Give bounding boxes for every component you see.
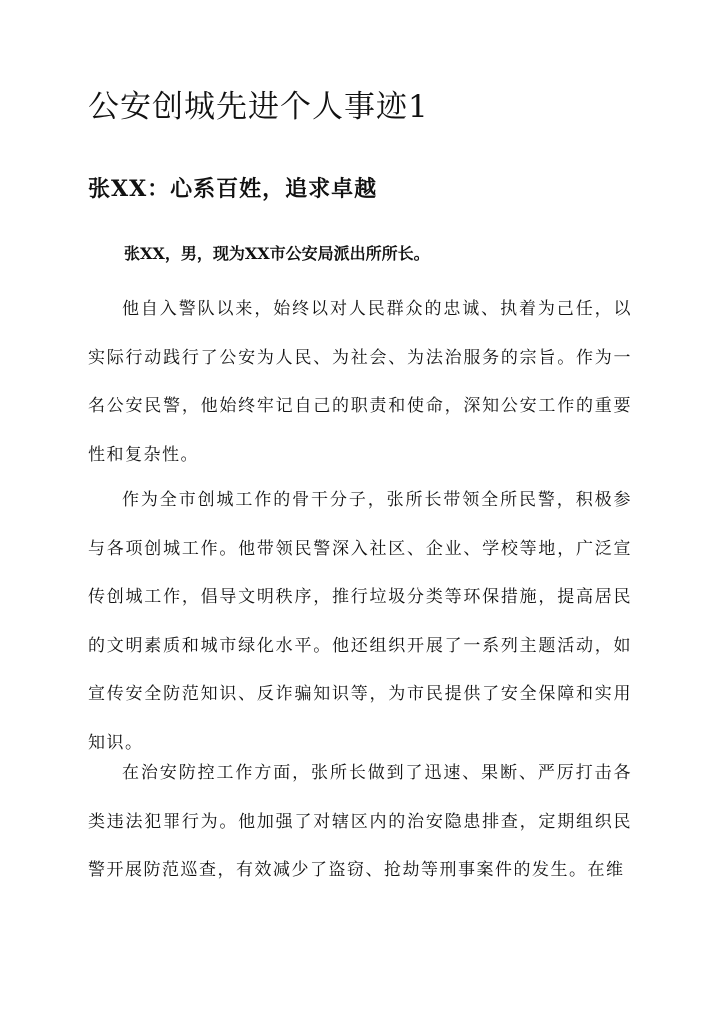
document-subtitle: 张XX：心系百姓，追求卓越 <box>88 176 378 202</box>
document-title: 公安创城先进个人事迹1 <box>88 89 429 125</box>
body-paragraph-2: 作为全市创城工作的骨干分子，张所长带领全所民警，积极参与各项创城工作。他带领民警深入社区、企业、学校等地，广泛宣传创城工作，倡导文明秩序，推行垃圾分类等环保措施，提高居民的文明素质和城市绿化水平。他还组织开展了一系列主题活动，如宣传安全防范知识、反诈骗知识等，为市民提供了安全保障和实用知识。 <box>88 490 632 753</box>
intro-paragraph: 张XX，男，现为XX市公安局派出所所长。 <box>124 244 430 263</box>
body-paragraph-3: 在治安防控工作方面，张所长做到了迅速、果断、严厉打击各类违法犯罪行为。他加强了对辖区内的治安隐患排查，定期组织民警开展防范巡查，有效减少了盗窃、抢劫等刑事案件的发生。在维 <box>88 763 632 880</box>
body-paragraph-1: 他自入警队以来，始终以对人民群众的忠诚、执着为己任，以实际行动践行了公安为人民、为社会、为法治服务的宗旨。作为一名公安民警，他始终牢记自己的职责和使命，深知公安工作的重要性和复杂性。 <box>88 299 632 465</box>
